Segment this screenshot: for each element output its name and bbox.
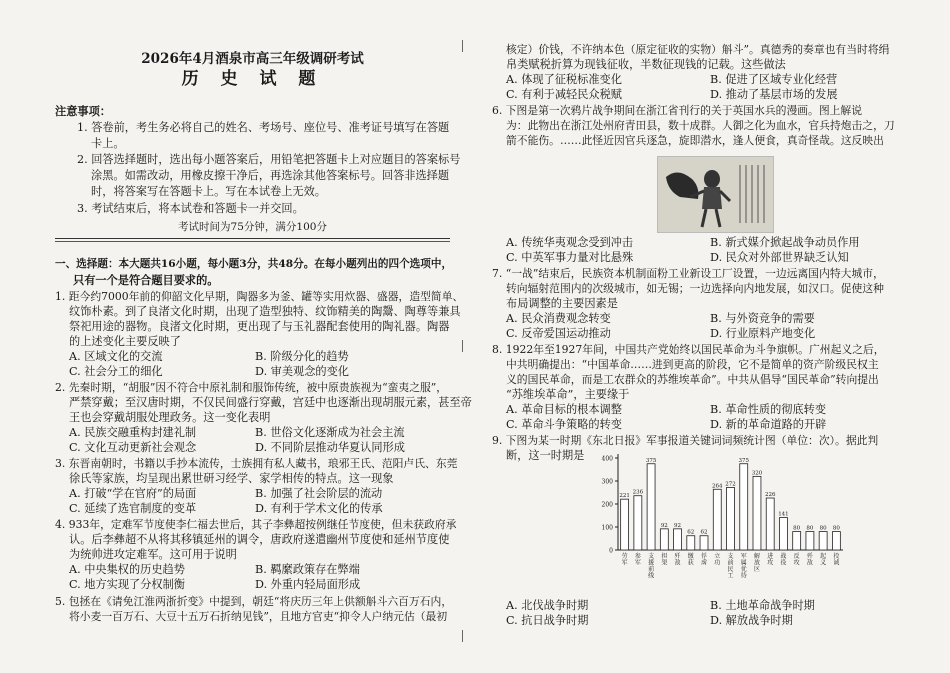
x-tick-label: 优 [740, 566, 747, 573]
q7-option-c[interactable]: C. 反帝爱国运动推动 [506, 327, 611, 340]
x-tick-label: 区 [753, 566, 760, 573]
chart-bar [832, 532, 840, 550]
x-tick-label: 放 [753, 559, 760, 567]
chart-bar [621, 499, 629, 550]
x-tick-label: 战 [780, 553, 787, 560]
x-tick-label: 工 [727, 572, 734, 580]
y-tick-label: 200 [601, 501, 613, 509]
x-tick-label: 民 [727, 566, 734, 573]
q2-option-c[interactable]: C. 文化互动更新社会观念 [69, 441, 197, 454]
x-tick-label: 投 [833, 553, 840, 560]
q5-option-d[interactable]: D. 推动了基层市场的发展 [710, 88, 838, 101]
data-label: 264 [712, 483, 723, 490]
q1-stem: 祭祀用途的器物。良渚文化时期，更出现了与玉礼器配套使用的陶礼器。陶器 [69, 320, 450, 333]
q6-option-a[interactable]: A. 传统华夷观念受到冲击 [506, 236, 634, 249]
x-tick-label: 参 [634, 553, 641, 560]
q1-stem: 1. 距今约7000年前的仰韶文化早期，陶器多为釜、罐等实用炊器、盛器，造型简单、 [55, 290, 464, 303]
q1-option-a[interactable]: A. 区域文化的交流 [69, 350, 163, 363]
data-label: 92 [660, 522, 668, 529]
q3-option-a[interactable]: A. 打破“学在官府”的局面 [69, 487, 197, 500]
q4-option-d[interactable]: D. 外重内轻局面形成 [255, 578, 361, 591]
q2-option-b[interactable]: B. 世俗文化逐渐成为社会主流 [255, 426, 405, 439]
keyword-frequency-chart [592, 450, 852, 620]
x-tick-label: 支 [648, 553, 655, 560]
q8-option-a[interactable]: A. 革命目标的根本调整 [506, 403, 622, 416]
notice-line: 涂黑。如需改动，用橡皮擦干净后，再选涂其他答案标号。回答非选择题 [91, 169, 450, 182]
q6-stem: 为：此物出在浙江处州府青田县，数十成群。人御之化为血水，官兵持炮击之，刀 [506, 119, 895, 132]
q9-option-c[interactable]: C. 抗日战争时期 [506, 614, 589, 627]
y-tick-label: 400 [601, 455, 613, 463]
q6-option-b[interactable]: B. 新式媒介掀起战争动员作用 [710, 236, 860, 249]
q5-option-a[interactable]: A. 体现了征税标准变化 [506, 73, 622, 86]
q1-option-d[interactable]: D. 审美观念的变化 [255, 365, 349, 378]
x-tick-label: 军 [621, 559, 628, 567]
data-label: 80 [806, 525, 814, 532]
data-label: 375 [738, 457, 749, 464]
x-tick-label: 援 [648, 559, 655, 567]
x-tick-label: 立 [714, 553, 721, 560]
data-label: 80 [832, 525, 840, 532]
divider [55, 241, 450, 242]
q8-option-c[interactable]: C. 革命斗争策略的转变 [506, 418, 622, 431]
data-label: 221 [619, 493, 630, 500]
q2-option-d[interactable]: D. 不同阶层推动华夏认同形成 [255, 441, 405, 454]
x-tick-label: 攻 [767, 559, 774, 567]
q4-stem: 为统帅进攻定难军。这可用于说明 [69, 548, 237, 561]
data-label: 80 [793, 525, 801, 532]
q7-option-b[interactable]: B. 与外资竞争的需要 [710, 312, 815, 325]
chart-bar [727, 487, 735, 550]
q6-stem: 6. 下图是第一次鸦片战争期间在浙江省刊行的关于英国水兵的漫画。图上解说 [492, 104, 863, 117]
data-label: 236 [632, 489, 644, 496]
x-tick-label: 架 [661, 559, 668, 567]
x-tick-label: 义 [820, 559, 827, 567]
cartoon-image [657, 156, 774, 233]
q8-option-b[interactable]: B. 革命性质的彻底转变 [710, 403, 827, 416]
data-label: 320 [751, 470, 763, 477]
q1-option-b[interactable]: B. 阶级分化的趋势 [255, 350, 349, 363]
q9-stem: 9. 下图为某一时期《东北日报》军事报道关键词词频统计图（单位：次）。据此判 [492, 434, 879, 447]
left-column [55, 0, 472, 673]
x-tick-label: 解 [753, 553, 760, 560]
y-tick-label: 300 [601, 478, 613, 486]
x-tick-label: 获 [687, 559, 694, 567]
x-tick-label: 劳 [621, 553, 628, 560]
data-label: 375 [645, 457, 657, 464]
q3-option-c[interactable]: C. 延续了选官制度的变革 [69, 502, 197, 515]
x-tick-label: 役 [780, 559, 787, 567]
chart-bar [660, 529, 668, 550]
q4-stem: 4. 933年，定难军节度使李仁福去世后，其子李彝超按例继任节度使，但未获政府承 [55, 518, 457, 531]
notice-line: 卡上。 [91, 137, 125, 150]
x-tick-label: 起 [820, 553, 827, 560]
q2-stem: 严禁穿戴；至汉唐时期，不仅民间盛行穿戴，宫廷中也逐渐出现胡服元素，甚至帝 [69, 396, 472, 409]
chart-bar [713, 489, 721, 550]
q7-option-a[interactable]: A. 民众消费观念转变 [506, 312, 611, 325]
chart-bar [819, 532, 827, 550]
x-tick-label: 军 [634, 559, 641, 567]
q3-stem: 徐氏等家族，均呈现出累世研习经学、家学相传的特点。这一现象 [69, 472, 394, 485]
x-tick-label: 俘 [701, 553, 708, 560]
chart-bar [753, 476, 761, 550]
q5-stem: 核定）价钱，不许纳本色（原定征收的实物）斛斗”。真德秀的奏章也有当时将绢 [506, 43, 890, 56]
q4-option-c[interactable]: C. 地方实现了分权制衡 [69, 578, 185, 591]
q4-option-b[interactable]: B. 羁縻政策存在弊端 [255, 563, 360, 576]
x-tick-label: 前 [648, 566, 655, 573]
data-label: 226 [764, 492, 776, 499]
x-tick-label: 担 [661, 553, 668, 560]
q8-stem: 义的国民革命，而是工农群众的苏维埃革命”。中共从倡导“国民革命”转向提出 [506, 373, 879, 386]
right-column [492, 0, 895, 673]
q7-stem: 7. “一战”结束后，民族资本机制面粉工业新设工厂设置，一边远离国内特大城市， [492, 267, 884, 280]
chart-bar [634, 496, 642, 550]
q8-stem: 中共明确提出：“中国革命……进到更高的阶段，它不是简单的资产阶级民权主 [506, 358, 879, 371]
chart-bar [740, 464, 748, 550]
chart-bar [647, 464, 655, 550]
chart-bar [674, 529, 682, 550]
x-tick-label: 虏 [701, 559, 708, 567]
chart-bar [687, 536, 695, 550]
q2-stem: 2. 先秦时期，“胡服”因不符合中原礼制和服饰传统，被中原贵族视为“蛮夷之服”， [55, 381, 448, 394]
q2-stem: 王也会穿戴胡服处理政务。这一变化表明 [69, 411, 271, 424]
q5-option-b[interactable]: B. 促进了区域专业化经营 [710, 73, 838, 86]
q3-option-b[interactable]: B. 加强了社会阶层的流动 [255, 487, 383, 500]
exam-time-note: 考试时间为75分钟，满分100分 [178, 221, 327, 233]
q2-option-a[interactable]: A. 民族交融重构封建礼制 [69, 426, 197, 439]
q9-option-a[interactable]: A. 北伐战争时期 [506, 599, 589, 612]
column-separator [465, 40, 466, 660]
chart-bar [766, 498, 774, 550]
q3-stem: 3. 东晋南朝时，书籍以手抄本流传，士族拥有私人藏书，琅邪王氏、范阳卢氏、东莞 [55, 457, 458, 470]
q6-option-d[interactable]: D. 民众对外部世界缺乏认知 [710, 251, 849, 264]
q7-stem: 转向辐射范围内的次级城市，如无锡；一边选择向内地发展，如汉口。促使这种 [506, 282, 884, 295]
exam-header: 2026年4月酒泉市高三年级调研考试 [141, 51, 364, 67]
q8-stem: “苏维埃革命”，主要缘于 [506, 388, 630, 401]
notice-title: 注意事项： [55, 104, 111, 118]
x-tick-label: 支 [727, 553, 734, 560]
q8-stem: 8. 1922年至1927年间，中国共产党始终以国民革命为斗争旗帜。广州起义之后， [492, 343, 885, 356]
notice-line: 1. 答卷前，考生务必将自己的姓名、考场号、座位号、准考证号填写在答题 [77, 121, 450, 134]
q1-stem: 的上述变化主要反映了 [69, 335, 181, 348]
notice-line: 2. 回答选择题时，选出每小题答案后，用铅笔把答题卡上对应题目的答案标号 [77, 153, 461, 166]
x-tick-label: 线 [648, 572, 655, 580]
q7-option-d[interactable]: D. 行业原料产地变化 [710, 327, 816, 340]
q7-stem: 布局调整的主要因素是 [506, 297, 618, 310]
q5-stem: 帛类赋税折算为现钱征收，半数征现钱的记载。这些做法 [506, 58, 786, 71]
chart-bar [806, 532, 814, 550]
q1-stem: 纹饰朴素。到了良渚文化时期，出现了造型独特、纹饰精美的陶鬶、陶尊等兼具 [69, 305, 461, 318]
section-heading: 一、选择题：本大题共16小题，每小题3分，共48分。在每小题列出的四个选项中， [55, 258, 453, 270]
x-tick-label: 诚 [833, 559, 840, 567]
x-tick-label: 敌 [806, 559, 813, 567]
data-label: 80 [819, 525, 827, 532]
x-tick-label: 缴 [687, 553, 694, 560]
notice-line: 3. 考试结束后，将本试卷和答题卡一并交回。 [77, 202, 304, 215]
q9-stem: 断，这一时期是 [506, 449, 585, 462]
q8-option-d[interactable]: D. 新的革命道路的开辟 [710, 418, 827, 431]
notice-line: 时，将答案写在答题卡上。写在本试卷上无效。 [91, 185, 326, 198]
x-tick-label: 攻 [793, 559, 800, 567]
chart-bar [700, 536, 708, 550]
data-label: 92 [674, 522, 682, 529]
x-tick-label: 军 [740, 553, 747, 560]
x-tick-label: 歼 [674, 553, 681, 560]
x-tick-label: 歼 [806, 553, 813, 560]
q5-stem: 将小麦一百万石、大豆十五万石折纳见钱”，且地方官吏“抑令人户纳元估（最初 [69, 610, 448, 623]
section-heading: 只有一个是符合题目要求的。 [73, 273, 219, 287]
x-tick-label: 前 [727, 559, 734, 567]
q5-stem: 5. 包拯在《请免江淮两浙折变》中提到，朝廷“将庆历三年上供额斛斗六百万石内， [55, 595, 453, 608]
x-tick-label: 反 [793, 553, 800, 560]
chart-bar [793, 532, 801, 550]
data-label: 141 [778, 511, 789, 518]
q6-option-c[interactable]: C. 中英军事力量对比悬殊 [506, 251, 634, 264]
british-sailor-cartoon-icon [658, 157, 773, 232]
data-label: 62 [687, 529, 695, 536]
y-tick-label: 100 [601, 524, 613, 532]
data-label: 272 [725, 481, 736, 488]
x-tick-label: 进 [767, 553, 774, 560]
chart-bar [779, 518, 787, 550]
x-tick-label: 敌 [674, 559, 681, 567]
x-tick-label: 待 [740, 572, 747, 580]
q9-option-d[interactable]: D. 解放战争时期 [710, 614, 793, 627]
x-tick-label: 属 [740, 559, 747, 567]
divider [55, 238, 450, 239]
q5-option-c[interactable]: C. 有利于减轻民众税赋 [506, 88, 622, 101]
q6-stem: 箭不能伤。……此怪近因官兵逐急，旋即潜水，逢人便食，真奇怪哉。这反映出 [506, 134, 884, 147]
exam-subject: 历 史 试 题 [181, 69, 324, 89]
q9-option-b[interactable]: B. 土地革命战争时期 [710, 599, 815, 612]
q1-option-c[interactable]: C. 社会分工的细化 [69, 365, 163, 378]
q4-option-a[interactable]: A. 中央集权的历史趋势 [69, 563, 185, 576]
q3-option-d[interactable]: D. 有利于学术文化的传承 [255, 502, 383, 515]
data-label: 62 [700, 529, 708, 536]
q4-stem: 认。后李彝超不从将其移镇延州的调令，唐政府遂遣幽州节度使和延州节度使 [69, 533, 450, 546]
y-tick-label: 0 [609, 547, 613, 555]
x-tick-label: 功 [714, 559, 721, 567]
